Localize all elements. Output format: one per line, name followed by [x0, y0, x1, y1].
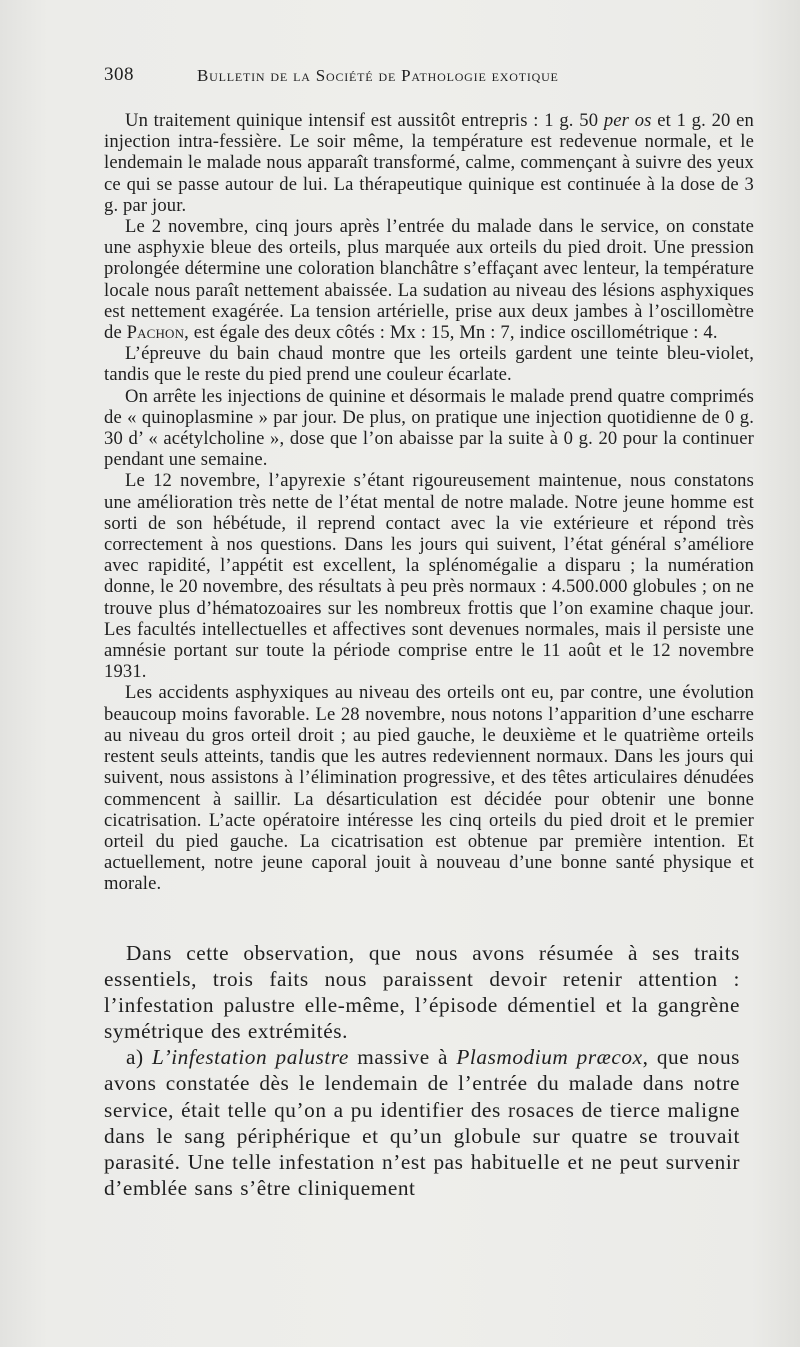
text-run: Le 12 novembre, l’apyrexie s’étant rigoureusement maintenue, nous constatons une amélioration très nette de l’état mental de notre malade. Notre jeune homme est sorti de son hébétude, il reprend contact avec la vie extérieure et répond très correctement à nos questions. Dans les jours qui suivent, l’état général s’améliore avec rapidité, l’appétit est excellent, la splénomégalie a disparu ; la numération donne, le 20 novembre, des résultats à peu près normaux : 4.500.000 globules ; on ne trouve plus d’hématozoaires sur les nombreux frottis que l’on examine chaque jour. Les facultés intellectuelles et affectives sont devenues normales, mais il persiste une amnésie portant sur toute la période comprise entre le 11 août et le 12 novembre 1931. [104, 470, 754, 683]
discussion-text [104, 940, 740, 1201]
italic-text: per os [603, 110, 652, 131]
text-run: a) [126, 1045, 152, 1070]
text-run: , est égale des deux côtés : Mx : 15, Mn : 7, indice oscillométrique : 4. [184, 322, 718, 344]
page-number: 308 [104, 64, 134, 85]
text-run: Le 2 novembre, cinq jours après l’entrée du malade dans le service, on constate une asphyxie bleue des orteils, plus marquée aux orteils du pied droit. Une pression prolongée détermine une coloration blanchâtre s’effaçant avec lenteur, la température locale nous paraît nettement abaissée. La sudation au niveau des lésions asphyxiques est nettement exagérée. La tension artérielle, prise aux deux jambes à l’oscillomètre de [104, 216, 754, 344]
italic-text: L’infestation palustre [151, 1045, 349, 1070]
discussion-paragraph [104, 1044, 740, 1201]
text-run: et 1 g. 20 en injection intra-fessière. Le soir même, la température est redevenue normale, et le lendemain le malade nous apparaît transformé, calme, commençant à suivre des yeux ce qui se passe autour de lui. La thérapeutique quinique est continuée à la dose de 3 g. par jour. [104, 110, 754, 216]
text-run: massive à [348, 1045, 457, 1070]
case-report-paragraph [104, 216, 754, 343]
case-report-text [104, 110, 754, 895]
case-report-paragraph [104, 470, 754, 682]
text-run: , que nous avons constatée dès le lendemain de l’entrée du malade dans notre service, était telle qu’on a pu identifier des rosaces de tierce maligne dans le sang périphérique et qu’un globule sur quatre se trouvait parasité. Une telle infestation n’est pas habituelle et ne peut survenir d’emblée sans s’être cliniquement [104, 1045, 740, 1200]
italic-text: Plasmodium præcox [456, 1045, 643, 1070]
case-report-paragraph [104, 682, 754, 894]
text-run: Les accidents asphyxiques au niveau des orteils ont eu, par contre, une évolution beaucoup moins favorable. Le 28 novembre, nous notons l’apparition d’une escharre au niveau du gros orteil droit ; au pied gauche, le deuxième et le quatrième orteils restent seuls atteints, tandis que les autres redeviennent normaux. Dans les jours qui suivent, nous assistons à l’élimination progressive, et des têtes articulaires dénudées commencent à saillir. La désarticulation est décidée pour obtenir une bonne cicatrisation. L’acte opératoire intéresse les cinq orteils du pied droit et le premier orteil du pied gauche. La cicatrisation est obtenue par première intention. Et actuellement, notre jeune caporal jouit à nouveau d’une bonne santé physique et morale. [104, 682, 754, 895]
discussion-paragraph [104, 940, 740, 1044]
case-report-paragraph [104, 343, 754, 385]
text-run: Un traitement quinique intensif est aussitôt entrepris : 1 g. 50 [125, 110, 604, 131]
small-caps-text: Pachon [126, 322, 185, 344]
text-run: On arrête les injections de quinine et désormais le malade prend quatre comprimés de « quinoplasmine » par jour. De plus, on pratique une injection quotidienne de 0 g. 30 d’ « acétylcholine », dose que l’on abaisse par la suite à 0 g. 20 pour la continuer pendant une semaine. [104, 385, 754, 471]
text-run: L’épreuve du bain chaud montre que les orteils gardent une teinte bleu-violet, tandis que le reste du pied prend une couleur écarlate. [104, 343, 754, 386]
case-report-paragraph [104, 110, 754, 216]
case-report-paragraph [104, 386, 754, 471]
text-run: Dans cette observation, que nous avons résumée à ses traits essentiels, trois faits nous paraissent devoir retenir attention : l’infestation palustre elle-même, l’épisode démentiel et la gangrène symétrique des extrémités. [104, 941, 740, 1044]
page-header [104, 64, 644, 92]
running-title: Bulletin de la Société de Pathologie exotique [197, 66, 559, 85]
